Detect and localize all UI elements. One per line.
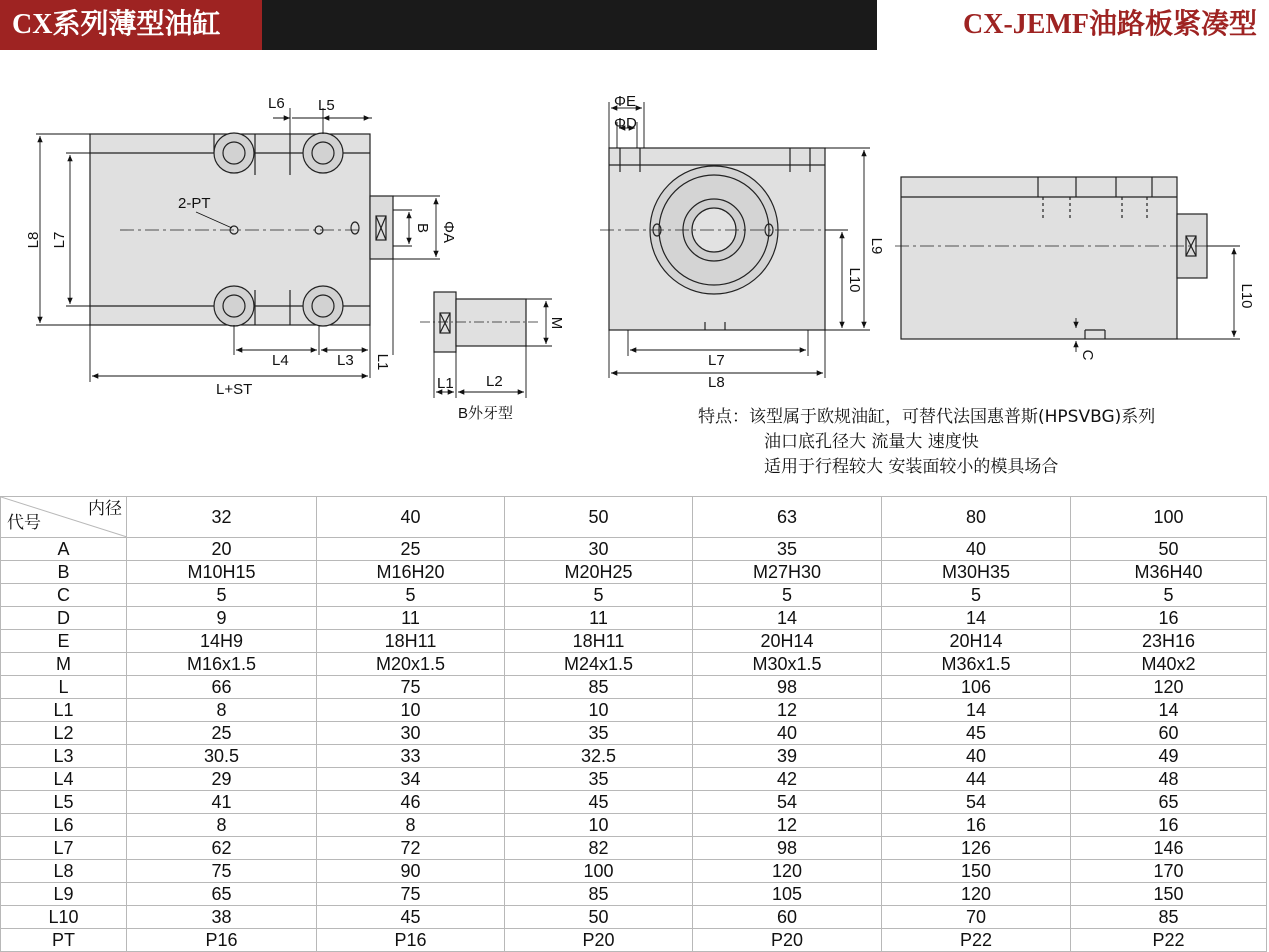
row-code-cell: L — [1, 676, 127, 699]
row-code-cell: L8 — [1, 860, 127, 883]
table-cell: 40 — [693, 722, 882, 745]
row-code-cell: L9 — [1, 883, 127, 906]
table-cell: 75 — [317, 676, 505, 699]
table-cell: M16H20 — [317, 561, 505, 584]
table-cell: 62 — [127, 837, 317, 860]
label-lst: L+ST — [216, 381, 253, 398]
table-row — [1, 538, 1267, 561]
table-cell: 45 — [317, 906, 505, 929]
table-cell: 45 — [505, 791, 693, 814]
features-line-2: 油口底孔径大 流量大 速度快 — [764, 432, 979, 452]
table-cell: P16 — [127, 929, 317, 952]
bore-header-cell: 80 — [882, 497, 1071, 538]
table-cell: 10 — [317, 699, 505, 722]
table-row — [1, 653, 1267, 676]
table-cell: 5 — [693, 584, 882, 607]
bore-header-cell: 40 — [317, 497, 505, 538]
row-code-cell: A — [1, 538, 127, 561]
table-cell: P20 — [693, 929, 882, 952]
table-cell: 35 — [505, 722, 693, 745]
label-l7-front: L7 — [708, 352, 725, 369]
label-phid: ΦD — [614, 115, 637, 132]
features-text — [698, 405, 1155, 480]
label-l1-top: L1 — [374, 353, 391, 371]
label-l6: L6 — [268, 95, 285, 112]
table-cell: 60 — [693, 906, 882, 929]
table-cell: 5 — [882, 584, 1071, 607]
table-cell: 54 — [693, 791, 882, 814]
table-cell: 98 — [693, 676, 882, 699]
table-cell: 75 — [127, 860, 317, 883]
table-cell: 20H14 — [882, 630, 1071, 653]
table-cell: 10 — [505, 814, 693, 837]
table-header-row — [1, 497, 1267, 538]
table-row — [1, 676, 1267, 699]
table-cell: 33 — [317, 745, 505, 768]
table-cell: 30 — [505, 538, 693, 561]
row-code-cell: L6 — [1, 814, 127, 837]
table-cell: 14 — [882, 699, 1071, 722]
table-cell: 16 — [882, 814, 1071, 837]
table-cell: 40 — [882, 745, 1071, 768]
label-l9: L9 — [868, 237, 885, 255]
table-cell: M27H30 — [693, 561, 882, 584]
label-l1-thread: L1 — [437, 375, 454, 392]
table-cell: M16x1.5 — [127, 653, 317, 676]
table-cell: 65 — [1071, 791, 1267, 814]
thread-view — [420, 292, 540, 352]
top-view — [90, 133, 393, 326]
label-l10-front: L10 — [846, 267, 863, 293]
label-pt: 2-PT — [178, 195, 211, 212]
bore-header-cell: 32 — [127, 497, 317, 538]
row-code-cell: L1 — [1, 699, 127, 722]
corner-code-label: 代号 — [7, 513, 41, 533]
table-cell: M24x1.5 — [505, 653, 693, 676]
row-code-cell: M — [1, 653, 127, 676]
table-cell: 14 — [882, 607, 1071, 630]
table-cell: 42 — [693, 768, 882, 791]
table-cell: 32.5 — [505, 745, 693, 768]
table-cell: 20 — [127, 538, 317, 561]
table-cell: M20x1.5 — [317, 653, 505, 676]
table-cell: P20 — [505, 929, 693, 952]
table-cell: 18H11 — [317, 630, 505, 653]
table-cell: 65 — [127, 883, 317, 906]
table-cell: 41 — [127, 791, 317, 814]
table-cell: 49 — [1071, 745, 1267, 768]
table-cell: P22 — [882, 929, 1071, 952]
row-code-cell: PT — [1, 929, 127, 952]
table-cell: 120 — [882, 883, 1071, 906]
table-row — [1, 768, 1267, 791]
table-cell: M40x2 — [1071, 653, 1267, 676]
table-row — [1, 561, 1267, 584]
table-cell: 45 — [882, 722, 1071, 745]
table-row — [1, 699, 1267, 722]
table-cell: 150 — [1071, 883, 1267, 906]
row-code-cell: D — [1, 607, 127, 630]
table-row — [1, 837, 1267, 860]
row-code-cell: L7 — [1, 837, 127, 860]
corner-bore-label: 内径 — [88, 499, 122, 519]
table-cell: P16 — [317, 929, 505, 952]
table-cell: 5 — [127, 584, 317, 607]
table-row — [1, 883, 1267, 906]
label-l10-side: L10 — [1238, 283, 1255, 309]
row-code-cell: E — [1, 630, 127, 653]
table-cell: 75 — [317, 883, 505, 906]
row-code-cell: L3 — [1, 745, 127, 768]
table-row — [1, 722, 1267, 745]
label-l8: L8 — [25, 231, 42, 249]
side-view — [895, 177, 1215, 339]
table-row — [1, 929, 1267, 952]
right-title: CX-JEMF油路板紧凑型 — [877, 0, 1269, 50]
table-cell: 100 — [505, 860, 693, 883]
table-cell: 126 — [882, 837, 1071, 860]
table-cell: 8 — [317, 814, 505, 837]
label-m: M — [548, 316, 565, 330]
label-b-thread: B外牙型 — [458, 405, 514, 422]
table-cell: 30 — [317, 722, 505, 745]
label-b: B — [414, 222, 431, 234]
table-cell: M20H25 — [505, 561, 693, 584]
table-cell: 98 — [693, 837, 882, 860]
row-code-cell: L5 — [1, 791, 127, 814]
label-l8-front: L8 — [708, 374, 725, 391]
table-cell: 39 — [693, 745, 882, 768]
table-cell: 54 — [882, 791, 1071, 814]
table-cell: P22 — [1071, 929, 1267, 952]
features-prefix: 特点： — [698, 407, 749, 427]
table-cell: 5 — [317, 584, 505, 607]
table-row — [1, 630, 1267, 653]
front-view — [600, 148, 830, 330]
table-cell: 20H14 — [693, 630, 882, 653]
label-l4: L4 — [272, 352, 289, 369]
table-cell: 120 — [693, 860, 882, 883]
table-cell: M10H15 — [127, 561, 317, 584]
table-cell: 14H9 — [127, 630, 317, 653]
table-cell: 5 — [505, 584, 693, 607]
label-l5: L5 — [318, 97, 335, 114]
table-cell: 5 — [1071, 584, 1267, 607]
table-row — [1, 607, 1267, 630]
table-cell: 85 — [1071, 906, 1267, 929]
table-row — [1, 906, 1267, 929]
table-cell: 150 — [882, 860, 1071, 883]
table-cell: 40 — [882, 538, 1071, 561]
table-cell: 34 — [317, 768, 505, 791]
label-l2: L2 — [486, 373, 503, 390]
table-corner-cell — [1, 497, 127, 538]
table-cell: 16 — [1071, 607, 1267, 630]
label-phie: ΦE — [614, 93, 636, 110]
table-cell: 30.5 — [127, 745, 317, 768]
table-row — [1, 814, 1267, 837]
table-cell: 106 — [882, 676, 1071, 699]
bore-header-cell: 63 — [693, 497, 882, 538]
table-cell: 46 — [317, 791, 505, 814]
table-cell: 35 — [693, 538, 882, 561]
table-cell: 48 — [1071, 768, 1267, 791]
table-cell: 146 — [1071, 837, 1267, 860]
table-cell: 8 — [127, 699, 317, 722]
table-row — [1, 584, 1267, 607]
features-line-1: 该型属于欧规油缸，可替代法国惠普斯(HPSVBG)系列 — [749, 407, 1156, 427]
table-cell: M36x1.5 — [882, 653, 1071, 676]
table-cell: 14 — [693, 607, 882, 630]
label-phia: ΦA — [440, 221, 457, 243]
table-cell: 90 — [317, 860, 505, 883]
table-cell: 25 — [317, 538, 505, 561]
table-cell: 105 — [693, 883, 882, 906]
table-cell: 18H11 — [505, 630, 693, 653]
table-cell: 8 — [127, 814, 317, 837]
table-cell: 29 — [127, 768, 317, 791]
table-cell: M30x1.5 — [693, 653, 882, 676]
table-cell: 16 — [1071, 814, 1267, 837]
row-code-cell: B — [1, 561, 127, 584]
table-cell: 23H16 — [1071, 630, 1267, 653]
bore-header-cell: 50 — [505, 497, 693, 538]
table-cell: M30H35 — [882, 561, 1071, 584]
left-title: CX系列薄型油缸 — [0, 0, 262, 50]
label-c: C — [1079, 349, 1096, 361]
table-cell: 70 — [882, 906, 1071, 929]
table-cell: 82 — [505, 837, 693, 860]
table-cell: 10 — [505, 699, 693, 722]
row-code-cell: L2 — [1, 722, 127, 745]
label-l7: L7 — [51, 231, 68, 249]
table-cell: 85 — [505, 676, 693, 699]
table-cell: 60 — [1071, 722, 1267, 745]
row-code-cell: C — [1, 584, 127, 607]
table-row — [1, 860, 1267, 883]
table-cell: 50 — [1071, 538, 1267, 561]
table-row — [1, 745, 1267, 768]
bore-header-cell: 100 — [1071, 497, 1267, 538]
table-cell: 120 — [1071, 676, 1267, 699]
table-row — [1, 791, 1267, 814]
table-cell: 50 — [505, 906, 693, 929]
table-cell: 85 — [505, 883, 693, 906]
row-code-cell: L4 — [1, 768, 127, 791]
table-cell: 12 — [693, 814, 882, 837]
table-cell: 9 — [127, 607, 317, 630]
table-cell: 66 — [127, 676, 317, 699]
table-cell: 25 — [127, 722, 317, 745]
table-cell: 11 — [505, 607, 693, 630]
features-line-3: 适用于行程较大 安装面较小的模具场合 — [764, 457, 1059, 477]
table-cell: 170 — [1071, 860, 1267, 883]
table-cell: 38 — [127, 906, 317, 929]
table-cell: 12 — [693, 699, 882, 722]
label-l3: L3 — [337, 352, 354, 369]
table-cell: 14 — [1071, 699, 1267, 722]
table-cell: M36H40 — [1071, 561, 1267, 584]
table-cell: 44 — [882, 768, 1071, 791]
spec-table — [0, 496, 1267, 952]
table-cell: 35 — [505, 768, 693, 791]
table-cell: 72 — [317, 837, 505, 860]
table-cell: 11 — [317, 607, 505, 630]
row-code-cell: L10 — [1, 906, 127, 929]
